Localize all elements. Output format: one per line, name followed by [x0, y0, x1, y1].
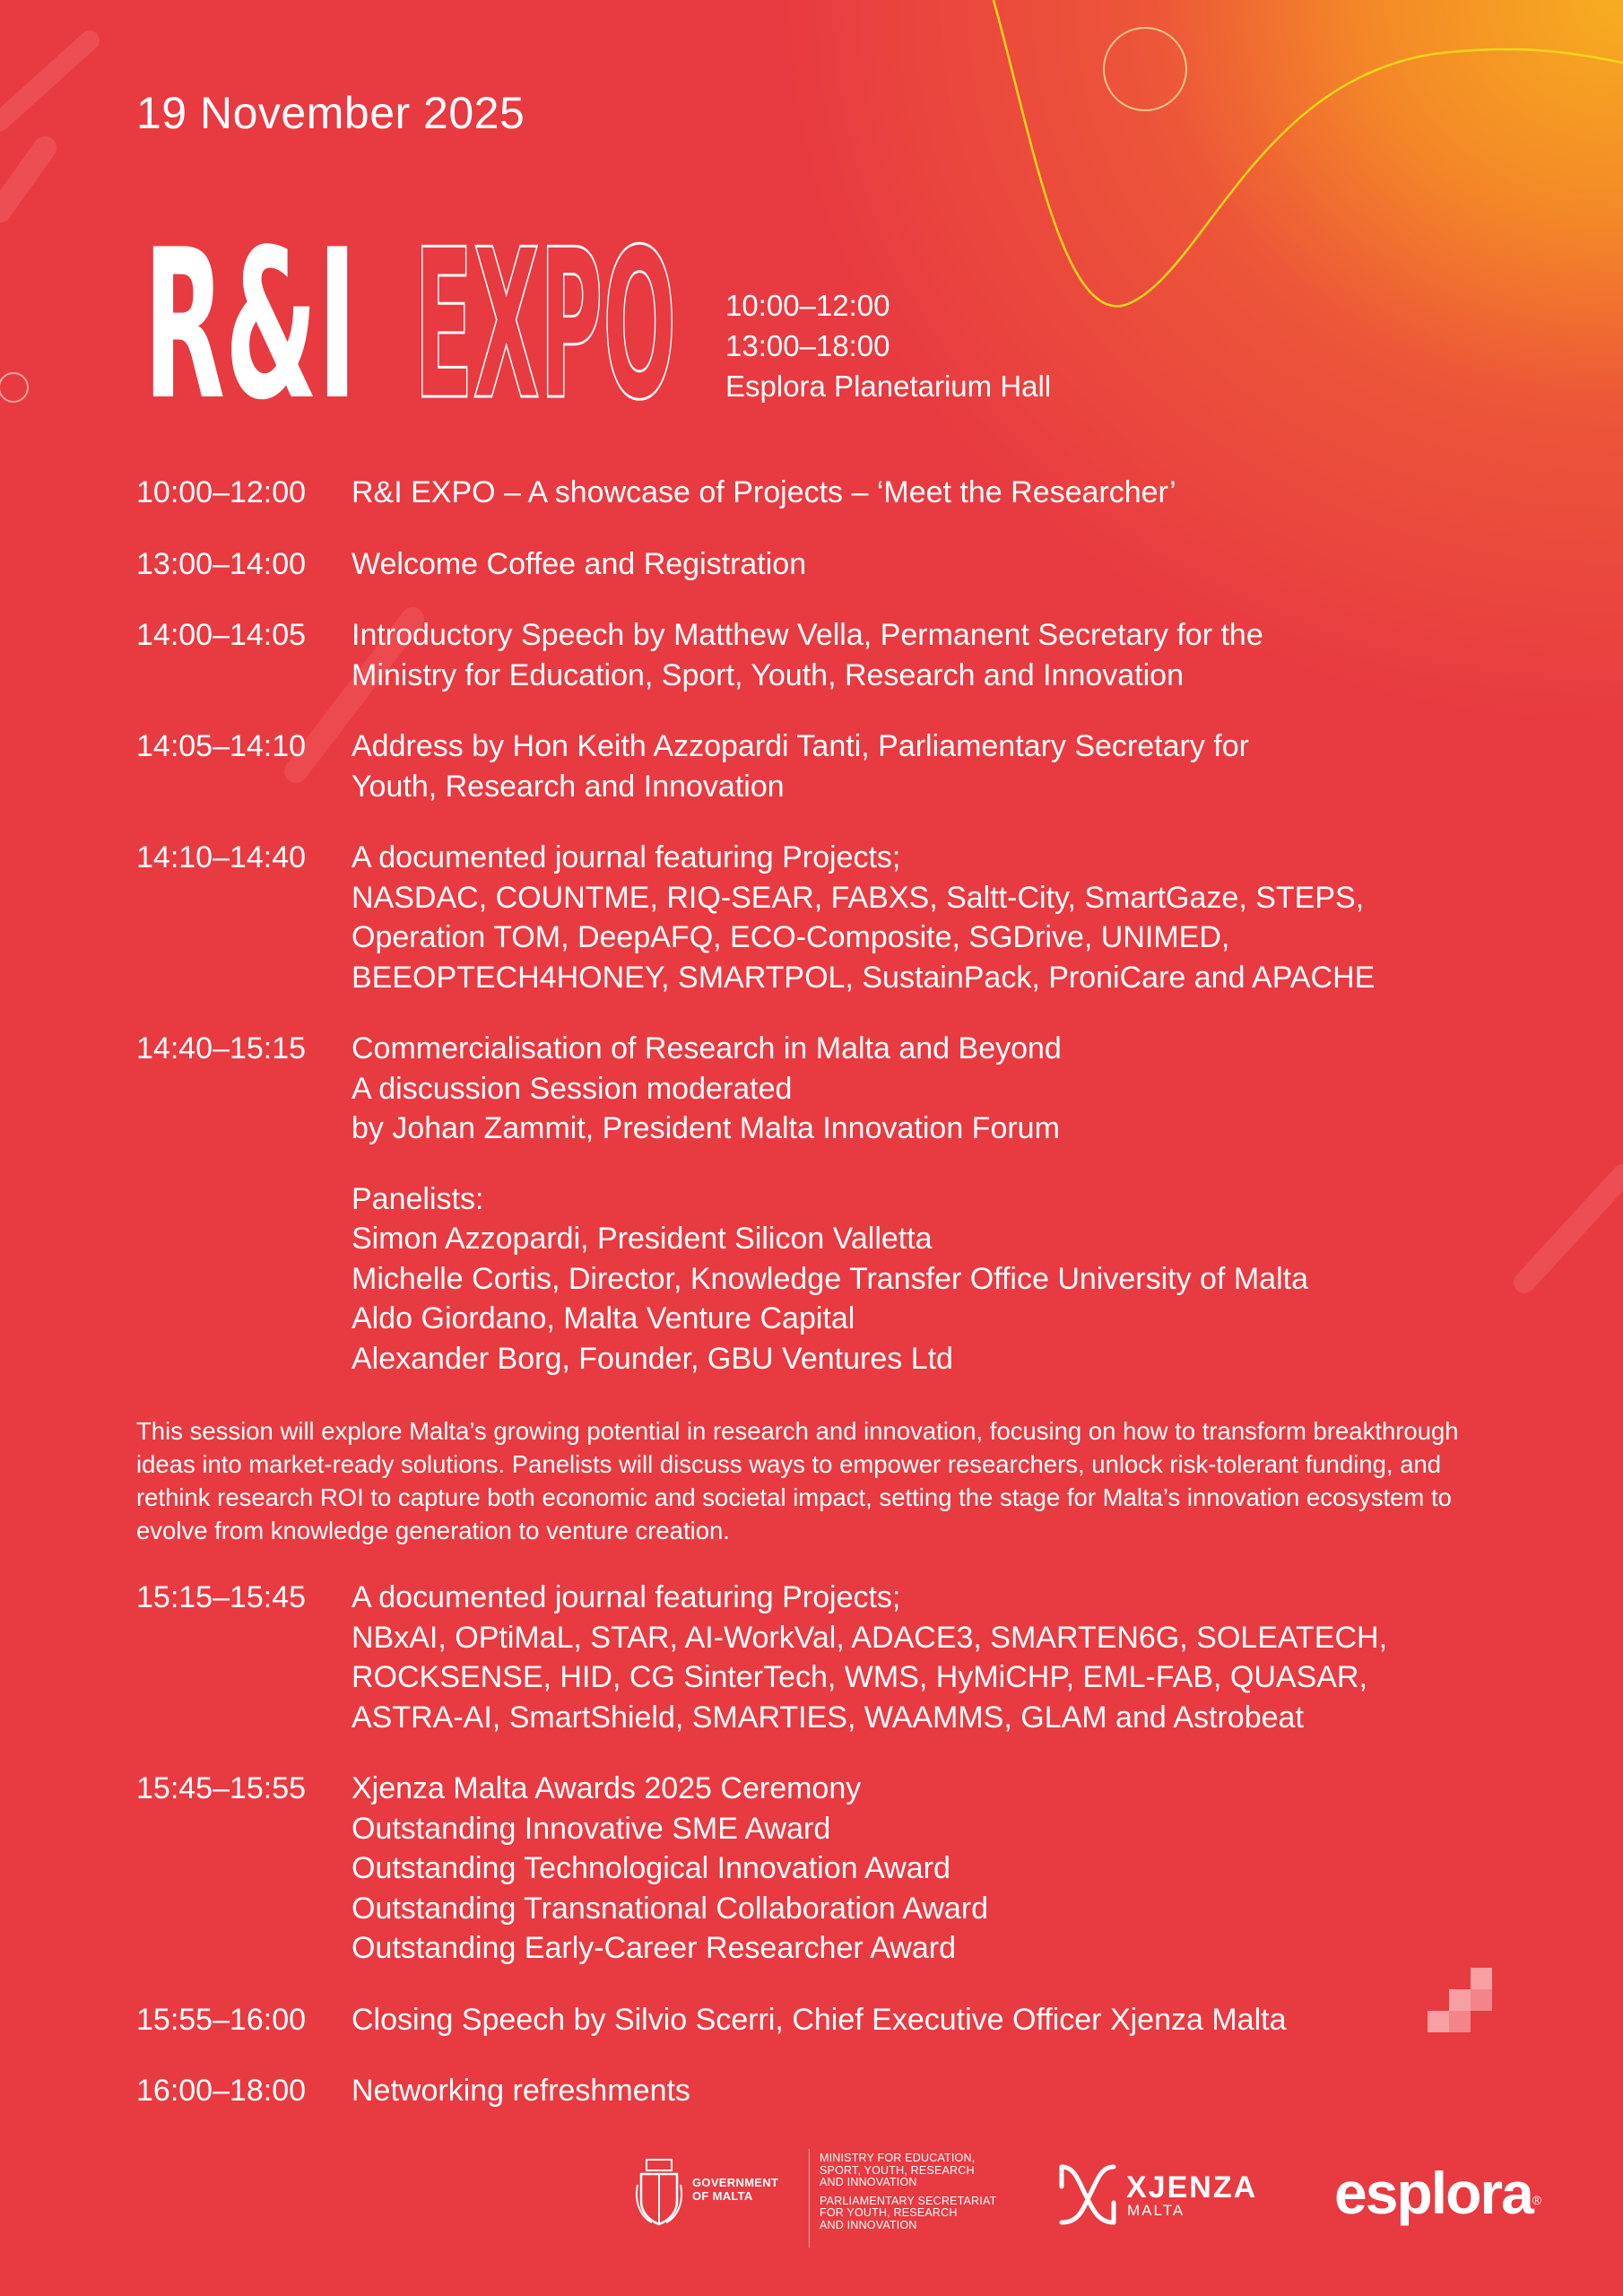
schedule-time: 14:00–14:05 [136, 618, 307, 652]
hero-info [725, 285, 1051, 406]
panelist: Aldo Giordano, Malta Venture Capital [352, 1301, 855, 1335]
logo-expo-text: EXPO [414, 206, 676, 404]
schedule [136, 473, 1517, 2143]
schedule-line: Commercialisation of Research in Malta and Beyond [352, 1031, 1062, 1065]
schedule-description [352, 1769, 1517, 1969]
logo-rni-text: R&I [143, 206, 357, 404]
pixel-decoration [1426, 1968, 1494, 2036]
schedule-line: NBxAI, OPtiMaL, STAR, AI-WorkVal, ADACE3, SMARTEN6G, SOLEATECH, [352, 1620, 1388, 1655]
ministry-line: SPORT, YOUTH, RESEARCH [820, 2163, 975, 2177]
light-streak-1 [0, 40, 90, 121]
schedule-line: by Johan Zammit, President Malta Innovation Forum [352, 1111, 1060, 1145]
government-of-malta [692, 2176, 778, 2203]
schedule-item [136, 1029, 1517, 1149]
xjenza-name: XJENZA [1126, 2170, 1258, 2205]
xjenza-logo-icon [1058, 2161, 1117, 2228]
schedule-line: NASDAC, COUNTME, RIQ-SEAR, FABXS, Saltt-City, SmartGaze, STEPS, [352, 880, 1365, 915]
schedule-item [136, 1578, 1517, 1737]
schedule-line: R&I EXPO – A showcase of Projects – ‘Meet the Researcher’ [352, 475, 1176, 509]
ministry-text [820, 2152, 996, 2231]
schedule-item [136, 2071, 1517, 2111]
schedule-item [136, 2000, 1517, 2040]
panelists [136, 1179, 1517, 1379]
ministry-line: AND INNOVATION [820, 2176, 917, 2188]
schedule-line: ASTRA-AI, SmartShield, SMARTIES, WAAMMS, GLAM and Astrobeat [352, 1700, 1304, 1735]
gov-line: GOVERNMENT [692, 2176, 779, 2189]
rni-expo-logo [143, 161, 699, 404]
malta-crest-icon [634, 2158, 684, 2228]
footer-logos [0, 2144, 1623, 2251]
schedule-item [136, 544, 1517, 585]
schedule-description [352, 2000, 1517, 2040]
schedule-time: 14:05–14:10 [136, 729, 307, 763]
schedule-description [352, 1578, 1517, 1737]
schedule-line: Ministry for Education, Sport, Youth, Research and Innovation [352, 657, 1184, 692]
schedule-description [352, 2071, 1517, 2111]
light-streak-2 [0, 148, 45, 211]
schedule-item [136, 1769, 1517, 1969]
schedule-time: 15:15–15:45 [136, 1580, 307, 1614]
hero-time-1: 10:00–12:00 [725, 289, 890, 322]
schedule-description [352, 838, 1517, 997]
xjenza-sub: MALTA [1127, 2202, 1185, 2219]
ministry-line: MINISTRY FOR EDUCATION, [820, 2152, 976, 2164]
schedule-item [136, 726, 1517, 806]
esplora-wordmark: esplora [1334, 2160, 1532, 2226]
schedule-line: A documented journal featuring Projects; [352, 840, 901, 874]
schedule-line: Outstanding Technological Innovation Award [352, 1851, 950, 1885]
schedule-line: Xjenza Malta Awards 2025 Ceremony [352, 1771, 862, 1805]
panelist: Alexander Borg, Founder, GBU Ventures Ltd [352, 1341, 953, 1376]
schedule-item [136, 838, 1517, 997]
schedule-time: 14:10–14:40 [136, 840, 307, 874]
schedule-line: BEEOPTECH4HONEY, SMARTPOL, SustainPack, ProniCare and APACHE [352, 960, 1376, 995]
parl-line: FOR YOUTH, RESEARCH [820, 2206, 958, 2219]
schedule-time: 15:55–16:00 [136, 2002, 307, 2037]
schedule-item [136, 473, 1517, 513]
schedule-line: Closing Speech by Silvio Scerri, Chief Executive Officer Xjenza Malta [352, 2002, 1287, 2037]
outline-circle-left [0, 373, 28, 402]
panelist: Michelle Cortis, Director, Knowledge Transfer Office University of Malta [352, 1261, 1308, 1296]
schedule-line: Address by Hon Keith Azzopardi Tanti, Parliamentary Secretary for [352, 729, 1249, 763]
session-description: This session will explore Malta’s growing potential in research and innovation, focusing on how to transform breakthrough ideas into market-ready solutions. Panelists will discuss ways to empower researchers, unlock risk-tolerant funding, and rethink research ROI to capture both economic and societal impact, setting the stage for Malta’s innovation ecosystem to evolve from knowledge generation to venture creation. [136, 1417, 1459, 1544]
schedule-line: Networking refreshments [352, 2074, 690, 2108]
schedule-time: 13:00–14:00 [136, 546, 307, 581]
schedule-line: Operation TOM, DeepAFQ, ECO-Composite, SGDrive, UNIMED, [352, 920, 1230, 954]
hero-time-2: 13:00–18:00 [725, 329, 890, 362]
schedule-line: Introductory Speech by Matthew Vella, Permanent Secretary for the [352, 618, 1263, 652]
outline-circle-top [1104, 28, 1186, 110]
registered-mark: ® [1532, 2193, 1541, 2207]
schedule-item [136, 615, 1517, 695]
schedule-description [352, 473, 1517, 513]
schedule-time: 15:45–15:55 [136, 1771, 307, 1805]
panelists-heading: Panelists: [352, 1181, 484, 1216]
light-streak-4 [1524, 1175, 1623, 1283]
parl-line: AND INNOVATION [820, 2218, 917, 2231]
schedule-time: 14:40–15:15 [136, 1031, 307, 1065]
schedule-line: ROCKSENSE, HID, CG SinterTech, WMS, HyMiCHP, EML-FAB, QUASAR, [352, 1660, 1367, 1694]
schedule-line: Outstanding Innovative SME Award [352, 1811, 831, 1846]
event-date: 19 November 2025 [136, 88, 525, 138]
parl-line: PARLIAMENTARY SECRETARIAT [820, 2194, 997, 2207]
footer-divider [809, 2149, 810, 2248]
schedule-time: 16:00–18:00 [136, 2074, 307, 2108]
hero-venue: Esplora Planetarium Hall [725, 370, 1052, 403]
panelist: Simon Azzopardi, President Silicon Valletta [352, 1222, 933, 1256]
schedule-line: A discussion Session moderated [352, 1071, 793, 1106]
schedule-line: Outstanding Transnational Collaboration Award [352, 1891, 989, 1926]
schedule-line: A documented journal featuring Projects; [352, 1580, 901, 1614]
schedule-description [352, 615, 1517, 695]
schedule-description [352, 726, 1517, 806]
schedule-line: Welcome Coffee and Registration [352, 546, 807, 581]
schedule-description [352, 544, 1517, 585]
schedule-line: Outstanding Early-Career Researcher Award [352, 1931, 957, 1965]
schedule-time: 10:00–12:00 [136, 475, 307, 509]
yellow-curve [994, 0, 1623, 306]
schedule-description [352, 1029, 1517, 1149]
gov-line: OF MALTA [692, 2189, 753, 2203]
esplora-logo [1334, 2161, 1540, 2224]
schedule-line: Youth, Research and Innovation [352, 769, 785, 804]
